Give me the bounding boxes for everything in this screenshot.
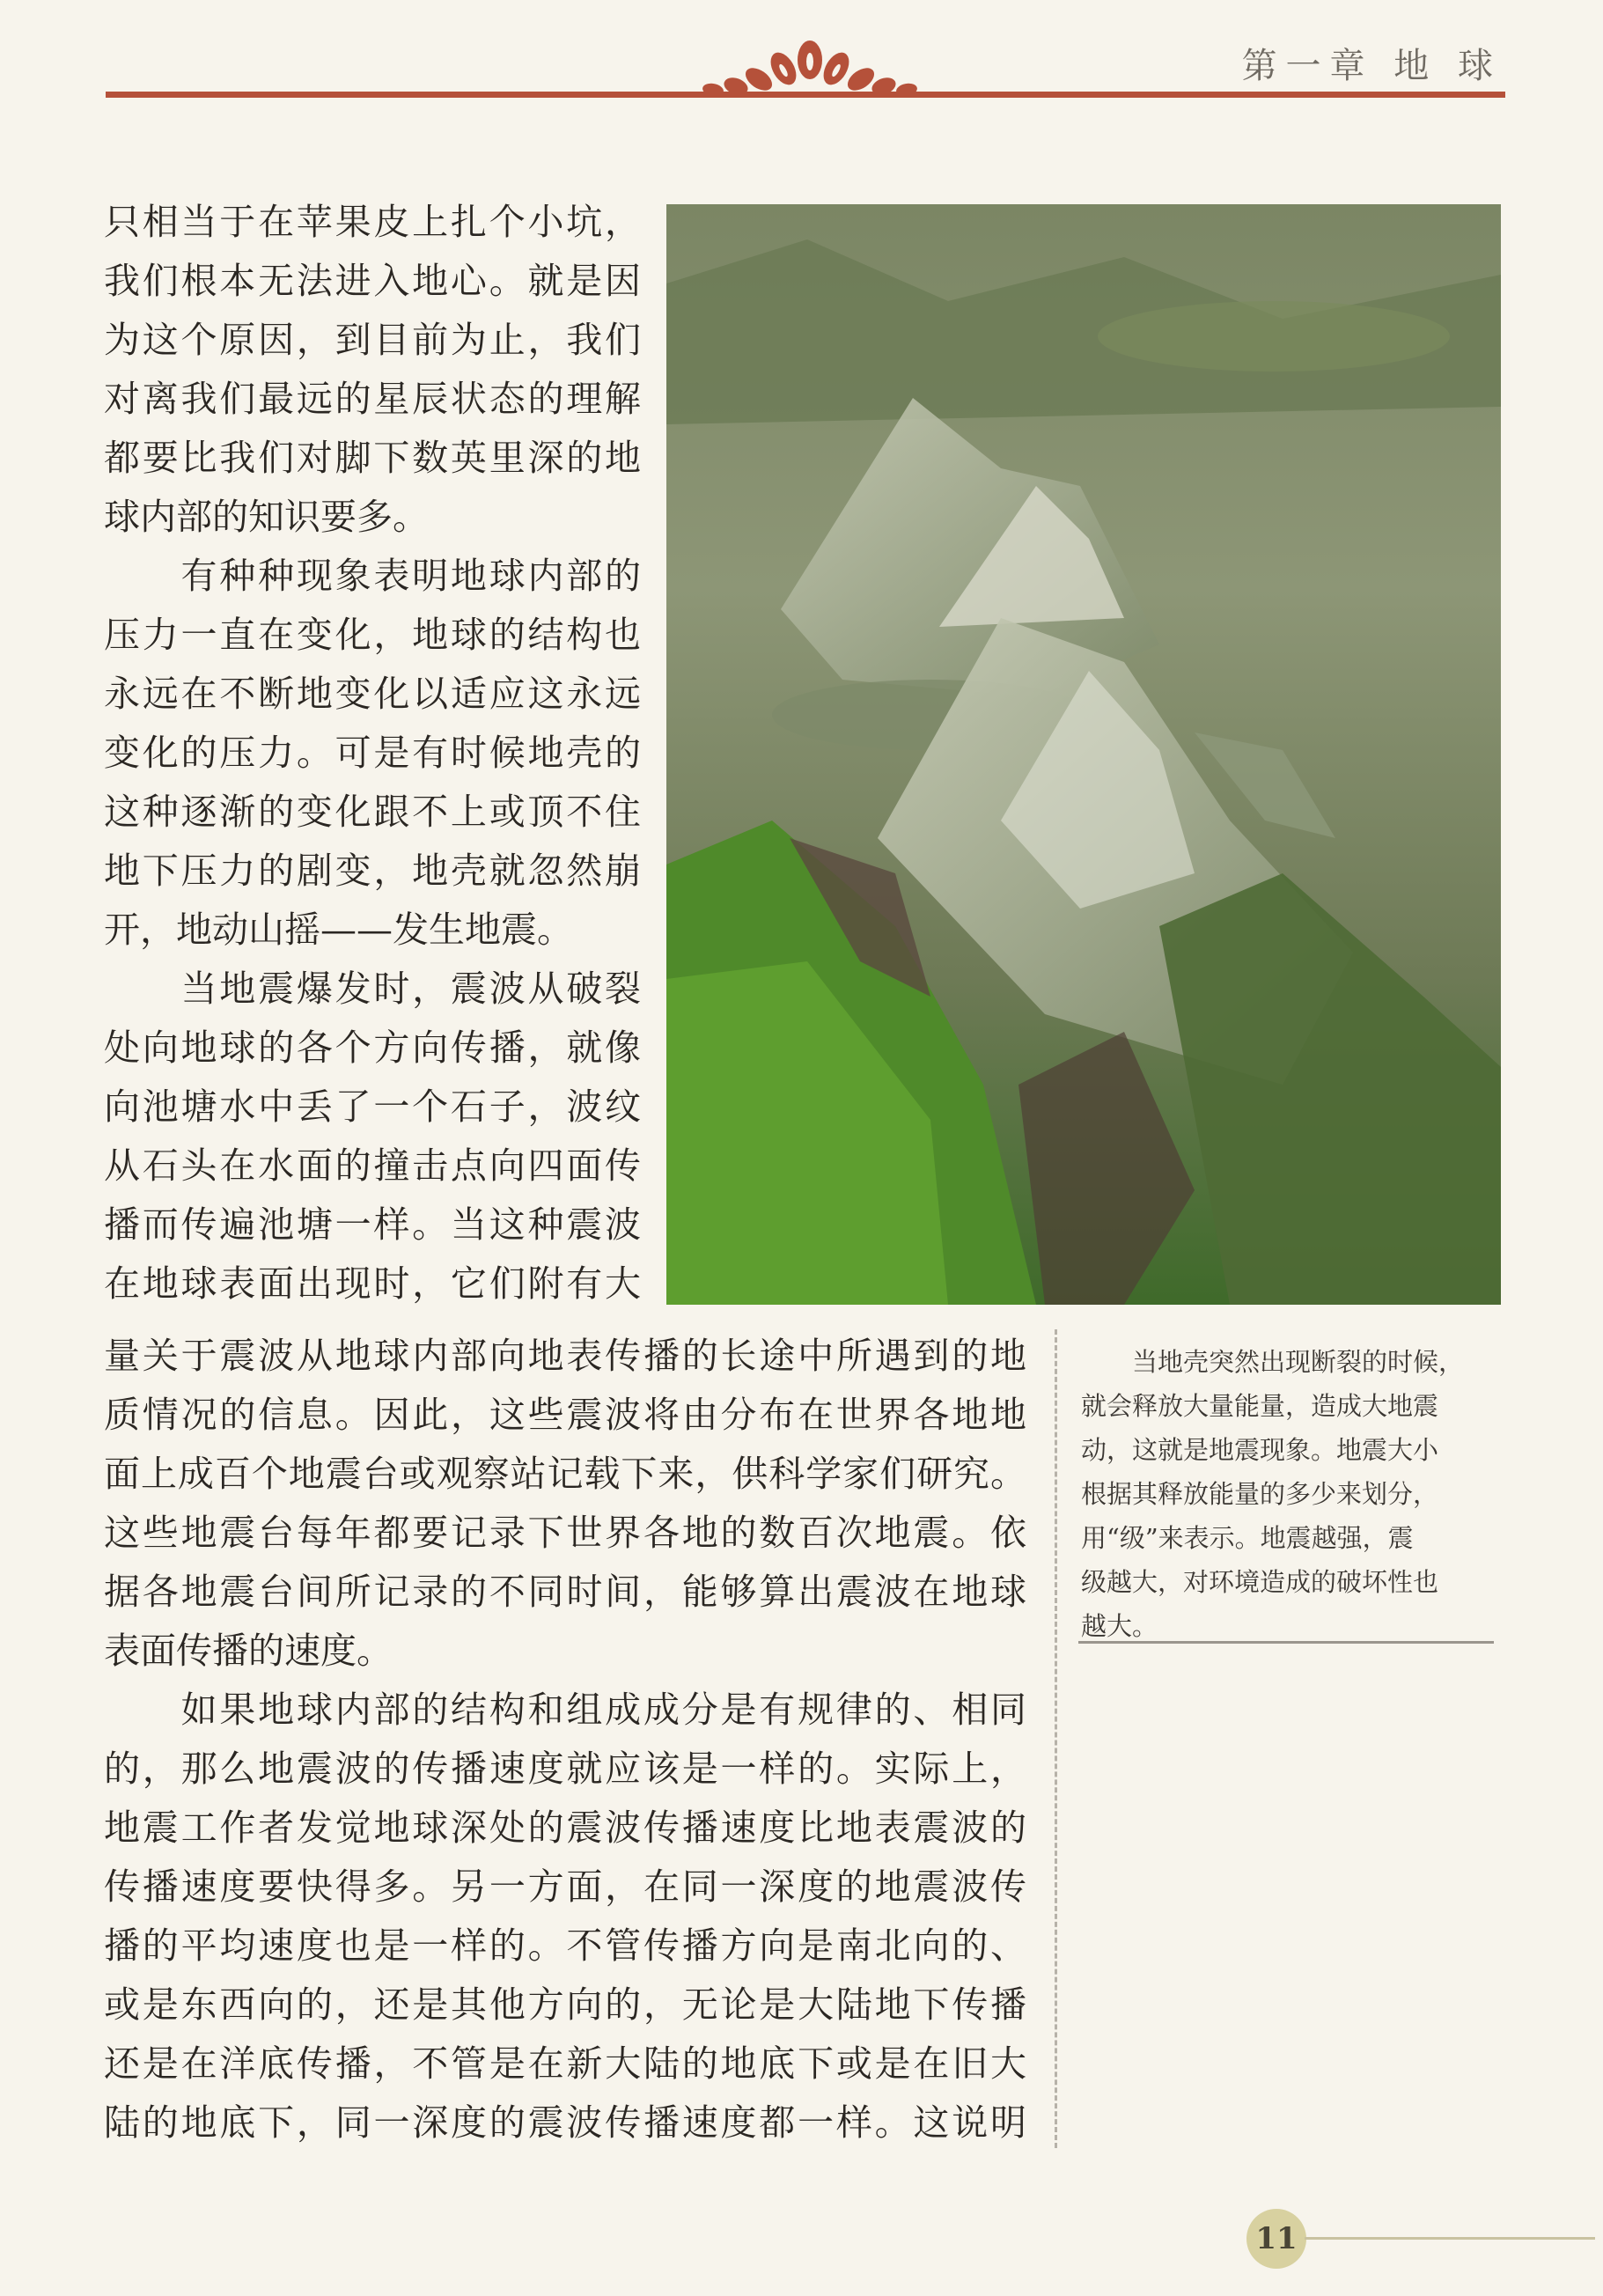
text-line: 当地震爆发时，震波从破裂 xyxy=(104,968,641,1010)
text-line: 播的平均速度也是一样的。不管传播方向是南北向的、 xyxy=(104,1924,1026,1967)
text-line: 这些地震台每年都要记录下世界各地的数百次地震。依 xyxy=(104,1512,1026,1554)
caption-line: 当地壳突然出现断裂的时候， xyxy=(1081,1347,1465,1377)
text-line: 球内部的知识要多。 xyxy=(104,496,429,538)
text-line: 在地球表面出现时，它们附有大 xyxy=(104,1262,641,1305)
text-line: 据各地震台间所记录的不同时间，能够算出震波在地球 xyxy=(104,1571,1026,1613)
text-line: 播而传遍池塘一样。当这种震波 xyxy=(104,1203,641,1246)
text-line: 变化的压力。可是有时候地壳的 xyxy=(104,732,641,774)
text-line: 地震工作者发觉地球深处的震波传播速度比地表震波的 xyxy=(104,1807,1026,1849)
caption-line: 根据其释放能量的多少来划分， xyxy=(1081,1479,1439,1509)
caption-line: 用“级”来表示。地震越强，震 xyxy=(1081,1523,1414,1553)
text-line: 开，地动山摇——发生地震。 xyxy=(104,909,573,951)
text-line: 都要比我们对脚下数英里深的地 xyxy=(104,437,641,479)
text-line: 面上成百个地震台或观察站记载下来，供科学家们研究。 xyxy=(104,1453,1026,1495)
text-line: 有种种现象表明地球内部的 xyxy=(104,555,641,597)
caption-rule xyxy=(1078,1641,1494,1644)
caption-divider xyxy=(1055,1329,1057,2148)
text-line: 只相当于在苹果皮上扎个小坑， xyxy=(104,201,641,243)
text-line: 向池塘水中丢了一个石子，波纹 xyxy=(104,1085,641,1128)
header-ornament xyxy=(678,35,942,97)
chapter-title: 第一章 地 球 xyxy=(1241,46,1502,86)
text-line: 处向地球的各个方向传播，就像 xyxy=(104,1027,641,1069)
text-line: 量关于震波从地球内部向地表传播的长途中所遇到的地 xyxy=(104,1335,1026,1377)
text-line: 如果地球内部的结构和组成成分是有规律的、相同 xyxy=(104,1689,1026,1731)
text-line: 或是东西向的，还是其他方向的，无论是大陆地下传播 xyxy=(104,1983,1026,2026)
text-line: 压力一直在变化，地球的结构也 xyxy=(104,614,641,656)
caption-line: 越大。 xyxy=(1081,1611,1158,1641)
text-line: 质情况的信息。因此，这些震波将由分布在世界各地地 xyxy=(104,1394,1026,1436)
text-line: 永远在不断地变化以适应这永远 xyxy=(104,673,641,715)
caption-line: 级越大，对环境造成的破坏性也 xyxy=(1081,1567,1439,1597)
text-line: 陆的地底下，同一深度的震波传播速度都一样。这说明 xyxy=(104,2101,1026,2144)
page-number: 11 xyxy=(1255,2221,1298,2256)
landscape-photo xyxy=(666,204,1501,1305)
text-line: 表面传播的速度。 xyxy=(104,1630,393,1672)
text-line: 为这个原因，到目前为止，我们 xyxy=(104,319,641,361)
text-line: 地下压力的剧变，地壳就忽然崩 xyxy=(104,850,641,892)
caption-line: 就会释放大量能量，造成大地震 xyxy=(1081,1391,1439,1421)
text-line: 的，那么地震波的传播速度就应该是一样的。实际上， xyxy=(104,1748,1026,1790)
caption-line: 动，这就是地震现象。地震大小 xyxy=(1081,1435,1439,1465)
text-line: 这种逐渐的变化跟不上或顶不住 xyxy=(104,791,641,833)
text-line: 我们根本无法进入地心。就是因 xyxy=(104,260,641,302)
text-line: 传播速度要快得多。另一方面，在同一深度的地震波传 xyxy=(104,1866,1026,1908)
text-line: 从石头在水面的撞击点向四面传 xyxy=(104,1144,641,1187)
text-line: 对离我们最远的星辰状态的理解 xyxy=(104,378,641,420)
footer-rule xyxy=(1305,2237,1595,2240)
text-line: 还是在洋底传播，不管是在新大陆的地底下或是在旧大 xyxy=(104,2042,1026,2085)
